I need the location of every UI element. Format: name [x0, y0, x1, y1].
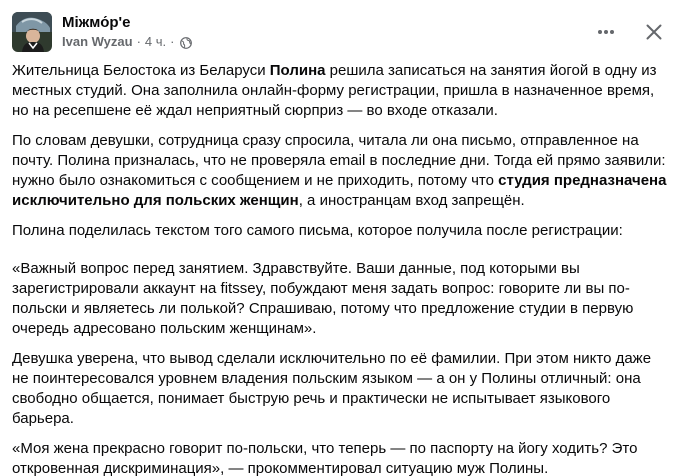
p2-text-a: По словам девушки, сотрудница сразу спросила, читала ли она письмо, отправленное на почту. Полина призналась, что не проверяла email в последние дни. Тогда ей прямо заявили: нужно было ознакомиться с сообщением и не приходить, потому что	[12, 132, 666, 189]
header-actions	[588, 14, 672, 50]
more-horizontal-icon	[596, 22, 616, 42]
page-avatar[interactable]	[12, 12, 52, 52]
post-header	[12, 12, 672, 54]
close-button[interactable]	[636, 14, 672, 50]
p2-bold-phrase: студия предназначена исключительно для польских женщин	[12, 172, 667, 209]
post-meta	[62, 33, 192, 51]
p1-text-a: Жительница Белостока из Беларуси	[12, 62, 270, 79]
paragraph-1	[12, 61, 670, 121]
p1-bold-name: Полина	[269, 62, 326, 79]
post-body	[12, 61, 670, 476]
close-icon	[644, 22, 664, 42]
author-block	[62, 13, 192, 51]
paragraph-2	[12, 131, 670, 211]
time-separator: ·	[170, 34, 175, 49]
paragraph-6: «Моя жена прекрасно говорит по-польски, что теперь — по паспорту на йогу ходить? Это откровенная дискриминация», — прокомментировал ситуацию муж Полины.	[12, 440, 638, 476]
p1-text-b: решила записаться на занятия йогой в одну из местных студий. Она заполнила онлайн-форму регистрации, пришла в назначенное время, но на ресепшене её ждал неприятный сюрприз — во входе отказали.	[12, 62, 657, 119]
paragraph-5: Девушка уверена, что вывод сделали исключительно по её фамилии. При этом никто даже не поинтересовался уровнем владения польским языком — а он у Полины отличный: она свободно общается, понимает быструю речь и практически не испытывает языкового барьера.	[12, 350, 652, 427]
paragraph-4-quote: «Важный вопрос перед занятием. Здравствуйте. Ваши данные, под которыми вы зарегистрировали аккаунт на fitssey, побуждают меня задать вопрос: говорите ли вы по-польски и являетесь ли полькой? Спрашиваю, потому что предложение студии в первую очередь адресовано польским женщинам».	[12, 260, 634, 337]
p2-text-b: , а иностранцам вход запрещён.	[298, 192, 525, 209]
paragraph-3: Полина поделилась текстом того самого письма, которое получила после регистрации:	[12, 222, 623, 239]
page-name[interactable]: Міжмо́р'е	[62, 14, 131, 31]
author-name[interactable]: Ivan Wyzau	[62, 34, 133, 49]
more-options-button[interactable]	[588, 14, 624, 50]
meta-separator: ·	[136, 34, 141, 49]
avatar-image	[12, 12, 52, 52]
post-time[interactable]: 4 ч.	[144, 34, 167, 49]
globe-icon	[180, 36, 192, 48]
